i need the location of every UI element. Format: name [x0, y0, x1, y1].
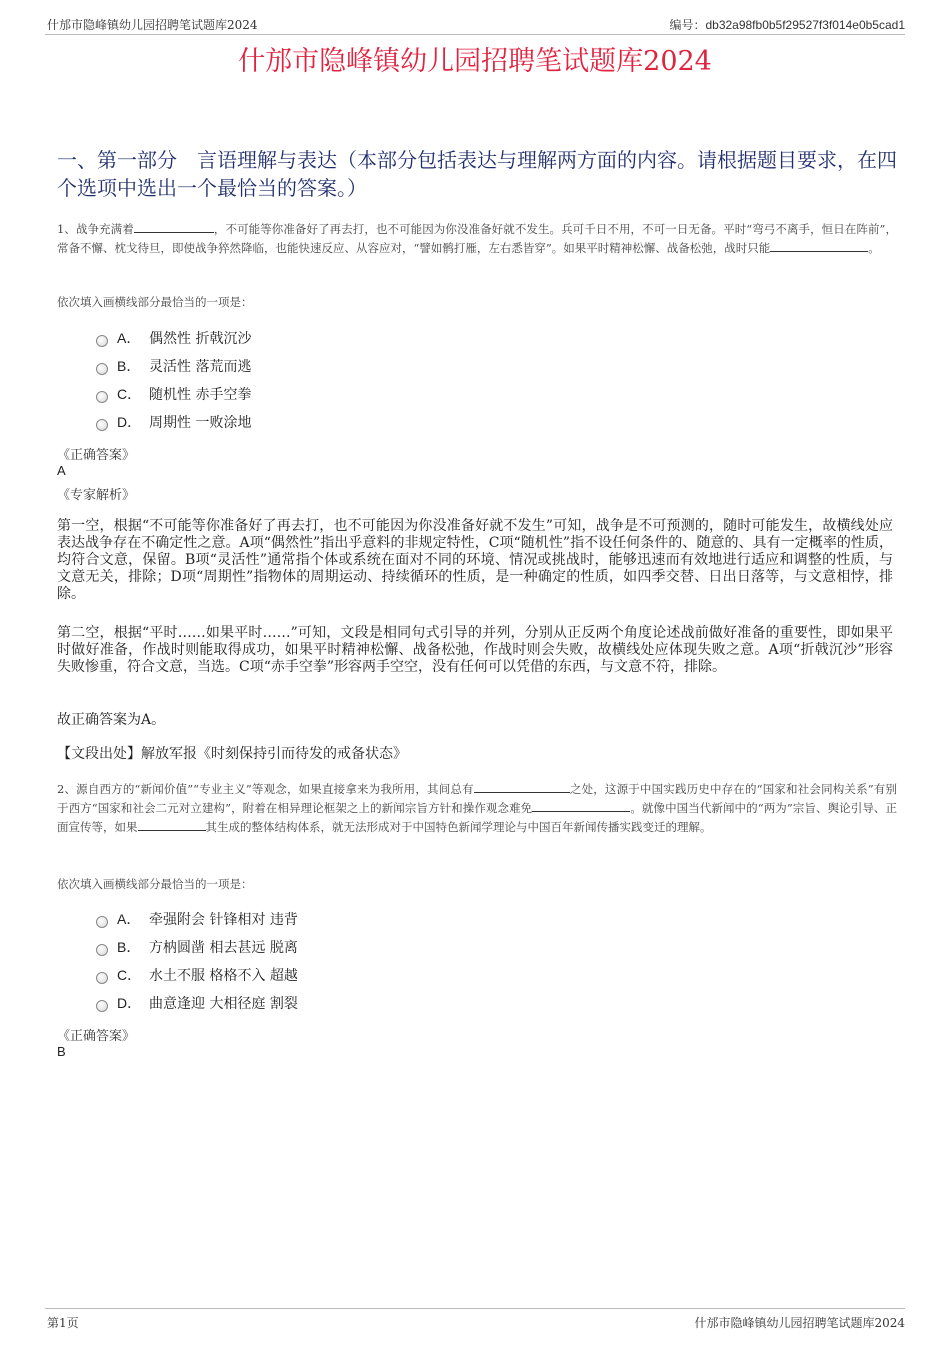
header-code: [669, 16, 905, 33]
radio-icon[interactable]: [96, 1000, 108, 1012]
q1-option-c[interactable]: [96, 382, 251, 406]
q2-option-d[interactable]: [96, 991, 298, 1015]
footer-title: 什邡市隐峰镇幼儿园招聘笔试题库2024: [694, 1316, 905, 1330]
q2-text-3: 。就像中国当代新闻中的“两为”宗旨、舆论引导、正面宣传等，如果: [57, 801, 897, 834]
option-letter: D．: [117, 414, 142, 430]
q1-analysis-source: 【文段出处】解放军报《时刻保持引而待发的戒备状态》: [57, 746, 407, 762]
q1-option-d[interactable]: [96, 410, 251, 434]
q2-option-a[interactable]: [96, 907, 298, 931]
option-letter: A．: [117, 330, 141, 346]
q2-answer-label: 《正确答案》: [57, 1029, 136, 1044]
q1-text-2: ，不可能等你准备好了再去打，也不可能因为你没准备好就不发生。兵可千日不用，不可一日无备。平时“弯弓不离手，恒日在阵前”，常备不懈、枕戈待旦，即使战争猝然降临，也能快速反应、从容应对，“譬如鹘打雁，左右悉皆穿”。如果平时精神松懈、战备松弛，战时只能: [57, 222, 897, 255]
question-2-prompt: 依次填入画横线部分最恰当的一项是：: [57, 877, 253, 891]
radio-icon[interactable]: [96, 335, 108, 347]
radio-icon[interactable]: [96, 391, 108, 403]
q2-answer: B: [57, 1044, 66, 1059]
option-text: 水土不服 格格不入 超越: [149, 968, 298, 984]
footer-divider: [45, 1308, 905, 1309]
document-title: 什邡市隐峰镇幼儿园招聘笔试题库2024: [238, 46, 712, 77]
header-code-label: 编号：: [669, 18, 706, 32]
question-1-stem: [57, 220, 897, 258]
q1-analysis-label: 《专家解析》: [57, 488, 136, 503]
radio-icon[interactable]: [96, 363, 108, 375]
q1-answer-label: 《正确答案》: [57, 448, 136, 463]
option-letter: B．: [117, 358, 141, 374]
header-left-title: 什邡市隐峰镇幼儿园招聘笔试题库2024: [47, 18, 258, 32]
option-text: 周期性 一败涂地: [149, 415, 252, 431]
option-text: 灵活性 落荒而逃: [149, 359, 252, 375]
q1-answer: A: [57, 463, 66, 478]
radio-icon[interactable]: [96, 419, 108, 431]
option-letter: D．: [117, 995, 142, 1011]
q2-text-2: 之处，这源于中国实践历史中存在的“国家和社会同构关系”有别于西方“国家和社会二元对立建构”，附着在相异理论框架之上的新闻宗旨方针和操作观念难免: [57, 782, 897, 815]
option-text: 偶然性 折戟沉沙: [149, 331, 252, 347]
blank-line: [138, 819, 206, 831]
header-code-value: db32a98fb0b5f29527f3f014e0b5cad1: [705, 18, 905, 32]
option-letter: C．: [117, 386, 142, 402]
radio-icon[interactable]: [96, 916, 108, 928]
q2-option-c[interactable]: [96, 963, 298, 987]
option-text: 随机性 赤手空拳: [149, 387, 252, 403]
q2-text-1: 2、源自西方的“新闻价值”“专业主义”等观念，如果直接拿来为我所用，其间总有: [57, 782, 474, 796]
option-text: 方枘圆凿 相去甚远 脱离: [149, 940, 298, 956]
q1-analysis-paragraph-1: 第一空，根据“不可能等你准备好了再去打，也不可能因为你没准备好就不发生”可知，战争是不可预测的，随时可能发生，故横线处应表达战争存在不确定性之意。A项“偶然性”指出乎意料的非规定特性，C项“随机性”指不设任何条件的、随意的、具有一定概率的性质，均符合文意，保留。B项“灵活性”通常指个体或系统在面对不同的环境、情况或挑战时，能够迅速而有效地进行适应和调整的性质，与文意无关，排除；D项“周期性”指物体的周期运动、持续循环的性质，是一种确定的性质，如四季交替、日出日落等，与文意相悖，排除。: [57, 518, 893, 602]
radio-icon[interactable]: [96, 972, 108, 984]
option-text: 牵强附会 针锋相对 违背: [149, 912, 298, 928]
q1-text-3: 。: [868, 241, 880, 255]
blank-line: [474, 781, 570, 793]
q2-option-b[interactable]: [96, 935, 298, 959]
q1-analysis-paragraph-2: 第二空，根据“平时……如果平时……”可知，文段是相同句式引导的并列，分别从正反两个角度论述战前做好准备的重要性，即如果平时做好准备，作战时则能取得成功，如果平时精神松懈、战备松弛，作战时则会失败，故横线处应体现失败之意。A项“折戟沉沙”形容失败惨重，符合文意，当选。C项“赤手空拳”形容两手空空，没有任何可以凭借的东西，与文意不符，排除。: [57, 625, 893, 675]
q1-analysis-conclusion: 故正确答案为A。: [57, 712, 166, 728]
q1-option-b[interactable]: [96, 354, 251, 378]
option-letter: C．: [117, 967, 142, 983]
blank-line: [532, 800, 630, 812]
option-letter: A．: [117, 911, 141, 927]
header-divider: [45, 34, 905, 35]
blank-line: [770, 240, 868, 252]
blank-line: [134, 221, 214, 233]
q1-option-a[interactable]: [96, 326, 251, 350]
section-heading: 一、第一部分 言语理解与表达（本部分包括表达与理解两方面的内容。请根据题目要求，在四个选项中选出一个最恰当的答案。）: [57, 148, 897, 200]
page-number: 第1页: [47, 1316, 79, 1330]
radio-icon[interactable]: [96, 944, 108, 956]
option-letter: B．: [117, 939, 141, 955]
q1-text-1: 1、战争充满着: [57, 222, 134, 236]
question-1-prompt: 依次填入画横线部分最恰当的一项是：: [57, 295, 253, 309]
q2-text-4: 其生成的整体结构体系，就无法形成对于中国特色新闻学理论与中国百年新闻传播实践变迁的理解。: [205, 820, 712, 834]
question-2-stem: [57, 780, 897, 837]
option-text: 曲意逢迎 大相径庭 割裂: [149, 996, 298, 1012]
